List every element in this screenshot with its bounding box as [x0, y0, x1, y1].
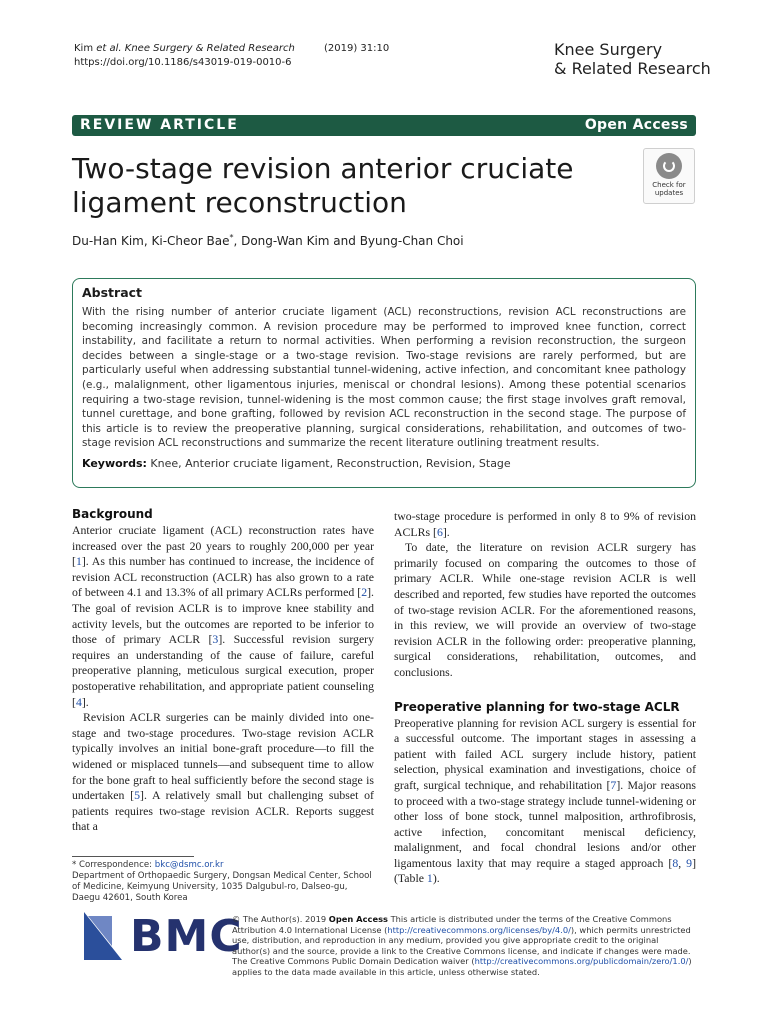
paragraph: To date, the literature on revision ACLR surgery has primarily focused on comparing the outcomes to those of primary ACLR. While one-stage revision ACLR is well described and reported, few studies have reported the outcomes of two-stage revision ACLR. For the aforementioned reasons, in this review, we will provide an overview of two-stage revision ACLR in the following order: preoperative planning, surgical considerations, rehabilitation, outcomes, and conclusions. [394, 540, 696, 679]
section-heading-background: Background [72, 507, 153, 521]
paragraph: Revision ACLR surgeries can be mainly divided into one-stage and two-stage procedures. Two-stage revision ACLR typically involves an initial bone-graft procedure—to fill the widened or misplaced tunnels—and subsequent time to allow for the bone graft to heal sufficiently before the second stage is undertaken [5]. A relatively small but challenging subset of patients requires two-stage revision ACLR. Reports suggest that a [72, 710, 374, 834]
doi-link[interactable]: https://doi.org/10.1186/s43019-019-0010-6 [74, 57, 292, 68]
paragraph: two-stage procedure is performed in only 8 to 9% of revision ACLRs [6]. [394, 509, 696, 539]
affiliation: Department of Orthopaedic Surgery, Dongsan Medical Center, School of Medicine, Keimyung University, 1035 Dalgubul-ro, Dalseo-gu, Daegu 42601, South Korea [72, 871, 372, 903]
license-url[interactable]: http://creativecommons.org/licenses/by/4.0/ [387, 924, 571, 935]
section-heading-preoperative: Preoperative planning for two-stage ACLR [394, 699, 680, 714]
abstract-box [72, 278, 696, 488]
reference-link[interactable]: 8 [672, 855, 679, 870]
corresponding-author-mark: * [229, 233, 234, 242]
bmc-logo-icon: BMC [84, 912, 224, 960]
reference-link[interactable]: 2 [361, 585, 368, 600]
abstract-text: With the rising number of anterior cruciate ligament (ACL) reconstructions, revision ACL reconstructions are becoming increasingly common. A revision procedure may be performed to improved knee function, correct instability, and facilitate a return to normal activities. When performing a revision reconstruction, the surgeon decides between a single-stage or a two-stage revision. Two-stage revisions are rarely performed, but are particularly useful when addressing substantial tunnel-widening, active infection, and concomitant knee pathology (e.g., malalignment, other ligamentous injuries, meniscal or chondral lesions). Among these potential scenarios requiring a two-stage revision, tunnel-widening is the most common cause; the first stage involves graft removal, tunnel curettage, and bone grafting, followed by revision ACL reconstruction in the second stage. The purpose of this article is to review the preoperative planning, surgical considerations, rehabilitation, and outcomes of two-stage revision ACL reconstructions and summarize the recent literature outlining treatment results. [82, 306, 686, 450]
waiver-url[interactable]: http://creativecommons.org/publicdomain/zero/1.0/ [474, 956, 689, 967]
open-access-label: Open Access [584, 117, 688, 133]
keywords: Keywords: Knee, Anterior cruciate ligament, Reconstruction, Revision, Stage [82, 456, 511, 470]
citation-line: Kim et al. Knee Surgery & Related Research (2019) 31:10 [74, 43, 390, 54]
table-link[interactable]: 1 [426, 871, 433, 886]
author-list: Du-Han Kim, Ki-Cheor Bae*, Dong-Wan Kim and Byung-Chan Choi [72, 233, 464, 248]
reference-link[interactable]: 6 [436, 524, 443, 539]
running-header [74, 42, 389, 70]
reference-link[interactable]: 5 [134, 788, 141, 803]
right-column [394, 509, 696, 887]
correspondence-note: * Correspondence: bkc@dsmc.or.kr Department of Orthopaedic Surgery, Dongsan Medical Center, School of Medicine, Keimyung University, 1035 Dalgubul-ro, Dalseo-gu, Daegu 42601, South Korea [72, 860, 372, 903]
paragraph: Anterior cruciate ligament (ACL) reconstruction rates have increased over the past 20 years to roughly 200,000 per year [1]. As this number has continued to increase, the incidence of revision ACL reconstruction (ACLR) has also grown to a rate of between 4.1 and 13.3% of all primary ACLRs performed [2]. The goal of revision ACLR is to improve knee stability and activity levels, but the outcomes are reported to be inferior to those of primary ACLR [3]. Successful revision surgery requires an understanding of the cause of failure, careful preoperative planning, meticulous surgical execution, proper postoperative rehabilitation, and appropriate patient counseling [4]. [72, 523, 375, 709]
license-statement: © The Author(s). 2019 Open Access This article is distributed under the terms of the Creative Commons Attribution 4.0 International License (http://creativecommons.org/licenses/by/4.0/), which permits unrestricted use, distribution, and reproduction in any medium, provided you give appropriate credit to the original author(s) and the source, provide a link to the Creative Commons license, and indicate if changes were made. The Creative Commons Public Domain Dedication waiver (http://creativecommons.org/publicdomain/zero/1.0/) applies to the data made available in this article, unless otherwise stated. [232, 914, 692, 977]
left-column [72, 506, 374, 835]
reference-link[interactable]: 1 [75, 554, 82, 569]
reference-link[interactable]: 9 [686, 855, 693, 870]
article-type: REVIEW ARTICLE [80, 117, 239, 133]
paragraph: Preoperative planning for revision ACL surgery is essential for a successful outcome. The important stages in assessing a patient with failed ACL surgery include history, patient selection, physical examination and investigations, choice of graft, surgical technique, and rehabilitation [7]. Major reasons to proceed with a two-stage strategy include tunnel-widening or other loss of bone stock, tunnel malposition, arthrofibrosis, active infection, concomitant meniscal deficiency, malalignment, and focal chondral lesions and/or other ligamentous laxity that may require a staged approach [8, 9] (Table 1). [394, 715, 696, 886]
check-for-updates-badge[interactable]: Check for updates [643, 148, 695, 204]
reference-link[interactable]: 3 [212, 632, 219, 647]
reference-link[interactable]: 7 [610, 777, 617, 792]
article-type-band [72, 115, 696, 136]
correspondence-email[interactable]: bkc@dsmc.or.kr [154, 860, 224, 870]
footnote-divider [72, 856, 194, 857]
journal-name: Knee Surgery & Related Research [554, 40, 711, 78]
check-updates-icon [656, 153, 682, 179]
article-title: Two-stage revision anterior cruciate ligament reconstruction [72, 152, 574, 219]
reference-link[interactable]: 4 [75, 694, 82, 709]
abstract-heading: Abstract [82, 285, 143, 300]
